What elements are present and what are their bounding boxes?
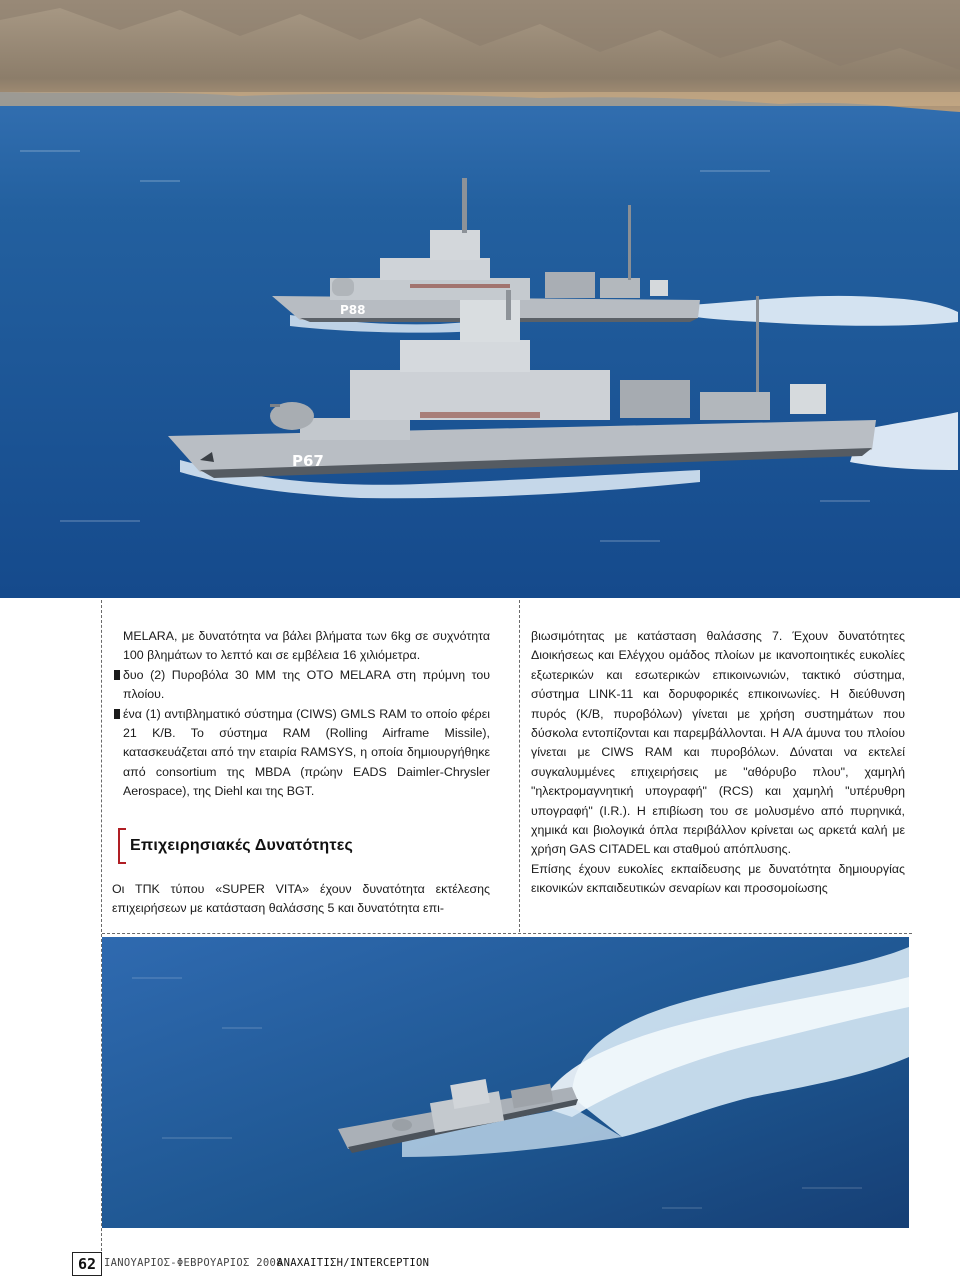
paragraph-text: Επίσης έχουν ευκολίες εκπαίδευσης με δυνατότητα δημιουργίας εικονικών εκπαιδευτικών σεναρίων και προσομοίωσης: [531, 861, 905, 896]
section-heading: [118, 828, 490, 862]
bullet-item: [123, 666, 490, 705]
top-photo-illustration: [0, 0, 960, 598]
bottom-photo-aerial-ship: [102, 937, 909, 1228]
paragraph-text: βιωσιμότητας με κατάσταση θαλάσσης 7. Έχουν δυνατότητες Διοικήσεως και Ελέγχου ομάδος πλοίων με ικανοποιητικές ευκολίες εξωτερικών και εσωτερικών επικοινωνιών, τακτικό σύστημα, σύστημα LINK-11 και δορυφορικές επικοινωνίες. Η διεύθυνση πυρός (Κ/Β, πυροβόλων) γίνεται με χρήση συστημάτων που δύσκολα εντοπίζονται και παρεμβάλλονται. Η Α/Α άμυνα του πλοίου γίνεται με CIWS RAM και πυροβόλων. Δύναται να εκτελεί συγκαλυμμένες επιχειρήσεις με "αθόρυβο πλου", χαμηλή "ηλεκτρομαγνητική υπογραφή" (RCS) και χαμηλή "υπέρυθρη υπογραφή" (I.R.). Η επιβίωση του σε μολυσμένο από πυρηνικά, χημικά και βιολογικά όπλα περιβάλλον κρίνεται ως αρκετά καλή με χρήση GAS CITADEL και σταθμού απόπλυσης.: [531, 629, 905, 857]
column-divider-line: [519, 600, 520, 932]
paragraph-text: MELARA, με δυνατότητα να βάλει βλήματα των 6kg σε συχνότητα 100 βλημάτων το λεπτό και σε εμβέλεια 16 χιλιόμετρα.: [123, 629, 490, 663]
top-photo-two-ships: [0, 0, 960, 598]
bullet-text: δυο (2) Πυροβόλα 30 MM της OTO MELARA στη πρύμνη του πλοίου.: [123, 667, 490, 702]
bullet-item: [123, 705, 490, 802]
issue-date: ΙΑΝΟΥΑΡΙΟΣ-ΦΕΒΡΟΥΑΡΙΟΣ 2008: [104, 1257, 283, 1269]
hull-number-p88: P88: [340, 303, 366, 317]
square-bullet-icon: [114, 670, 120, 680]
paragraph: [123, 627, 490, 666]
red-bracket-icon: [118, 828, 126, 864]
bottom-photo-illustration: [102, 937, 909, 1228]
page-number: 62: [72, 1252, 102, 1276]
section-heading-title: Επιχειρησιακές Δυνατότητες: [130, 837, 354, 854]
section-divider-line: [102, 933, 912, 934]
paragraph-text: Οι ΤΠΚ τύπου «SUPER VITA» έχουν δυνατότητα εκτέλεσης επιχειρήσεων με κατάσταση θαλάσσης 5 και δυνατότητα επι-: [112, 882, 490, 916]
heading-paragraph: [112, 880, 490, 919]
bullet-text: ένα (1) αντιβληματικό σύστημα (CIWS) GMLS RAM το οποίο φέρει 21 Κ/Β. Το σύστημα RAM (Rolling Airframe Missile), κατασκευάζεται από την εταιρία RAMSYS, η οποία δημιουργήθηκε από consortium της MBDA (πρώην EADS Daimler-Chrysler Aerospace), της Diehl και της BGT.: [123, 706, 490, 799]
magazine-name: ΑΝΑΧΑΙΤΙΣΗ/INTERCEPTION: [277, 1257, 430, 1269]
hull-number-p67: P67: [292, 452, 324, 470]
right-text-column: [531, 627, 905, 899]
square-bullet-icon: [114, 709, 120, 719]
left-text-column: [123, 627, 490, 802]
